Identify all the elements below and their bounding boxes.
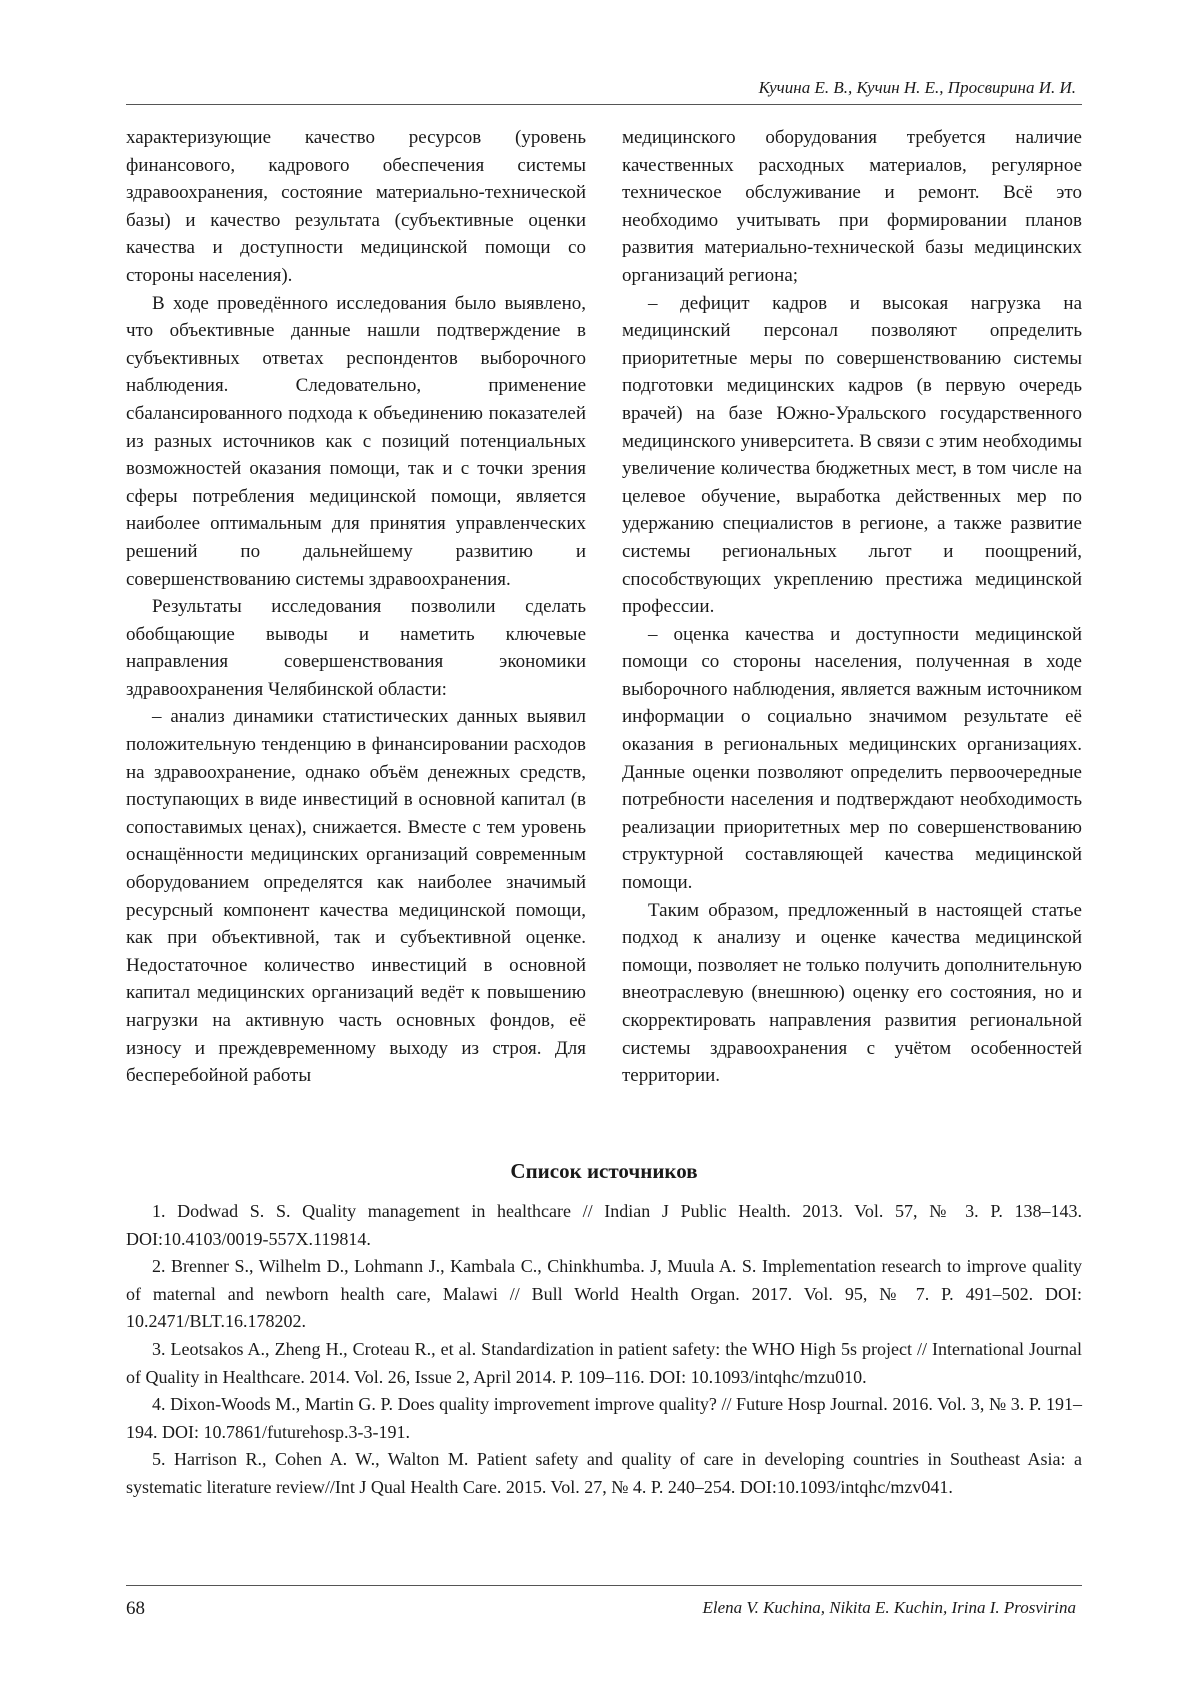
paragraph: – анализ динамики статистических данных выявил положительную тенденцию в финансировании расходов на здравоохранение, однако объём денежных средств, поступающих в виде инвестиций в основной капитал (в сопоставимых ценах), снижается. Вместе с тем уровень оснащённости медицинских организаций современным оборудованием определятся как наиболее значимый ресурсный компонент качества медицинской помощи, как при объективной, так и субъективной оценке. Недостаточное количество инвестиций в основной капитал медицинских организаций ведёт к повышению нагрузки на активную часть основных фондов, её износу и преждевременному выходу из строя. Для бесперебойной работы [126, 706, 586, 1087]
paragraph: Результаты исследования позволили сделать обобщающие выводы и наметить ключевые направления совершенствования экономики здравоохранения Челябинской области: [126, 596, 586, 700]
left-column [126, 124, 586, 1090]
paragraph: – оценка качества и доступности медицинской помощи со стороны населения, полученная в ходе выборочного наблюдения, является важным источником информации о социально значимом результате её оказания в региональных медицинских организациях. Данные оценки позволяют определить первоочередные потребности населения и подтверждают необходимость реализации приоритетных мер по совершенствованию структурной составляющей качества медицинской помощи. [622, 623, 1082, 894]
reference-item: 4. Dixon-Woods M., Martin G. P. Does quality improvement improve quality? // Future Hosp Journal. 2016. Vol. 3, № 3. P. 191–194. DOI: 10.7861/futurehosp.3-3-191. [126, 1394, 1082, 1442]
reference-item: 1. Dodwad S. S. Quality management in healthcare // Indian J Public Health. 2013. Vol. 57, № 3. P. 138–143. DOI:10.4103/0019-557X.119814. [126, 1201, 1082, 1249]
reference-item: 2. Brenner S., Wilhelm D., Lohmann J., Kambala C., Chinkhumba. J, Muula A. S. Implementation research to improve quality of maternal and newborn health care, Malawi // Bull World Health Organ. 2017. Vol. 95, № 7. P. 491–502. DOI: 10.2471/BLT.16.178202. [126, 1256, 1082, 1332]
paragraph: В ходе проведённого исследования было выявлено, что объективные данные нашли подтверждение в субъективных ответах респондентов выборочного наблюдения. Следовательно, применение сбалансированного подхода к объединению показателей из разных источников как с позиций потенциальных возможностей оказания помощи, так и с точки зрения сферы потребления медицинской помощи, является наиболее оптимальным для принятия управленческих решений по дальнейшему развитию и совершенствованию системы здравоохранения. [126, 292, 586, 590]
right-column [622, 124, 1082, 1090]
footer-authors: Elena V. Kuchina, Nikita E. Kuchin, Irina I. Prosvirina [702, 1598, 1076, 1617]
reference-item: 3. Leotsakos A., Zheng H., Croteau R., et al. Standardization in patient safety: the WHO High 5s project // International Journal of Quality in Healthcare. 2014. Vol. 26, Issue 2, April 2014. P. 109–116. DOI: 10.1093/intqhc/mzu010. [126, 1338, 1082, 1387]
running-footer [126, 1585, 1082, 1619]
reference-item: 5. Harrison R., Cohen A. W., Walton M. Patient safety and quality of care in developing countries in Southeast Asia: a systematic literature review//Int J Qual Health Care. 2015. Vol. 27, № 4. P. 240–254. DOI:10.1093/intqhc/mzv041. [126, 1449, 1082, 1497]
references-title: Список источников [510, 1159, 698, 1183]
running-header [126, 78, 1082, 105]
references-list [126, 1198, 1082, 1502]
paragraph: – дефицит кадров и высокая нагрузка на медицинский персонал позволяют определить приоритетные меры по совершенствованию системы подготовки медицинских кадров (в первую очередь врачей) на базе Южно-Уральского государственного медицинского университета. В связи с этим необходимы увеличение количества бюджетных мест, в том числе на целевое обучение, выработка действенных мер по удержанию специалистов в регионе, а также развитие системы региональных льгот и поощрений, способствующих укреплению престижа медицинской профессии. [622, 292, 1082, 618]
paragraph: медицинского оборудования требуется наличие качественных расходных материалов, регулярное техническое обслуживание и ремонт. Всё это необходимо учитывать при формировании планов развития материально-технической базы медицинских организаций региона; [622, 127, 1082, 286]
paragraph: характеризующие качество ресурсов (уровень финансового, кадрового обеспечения системы здравоохранения, состояние материально-технической базы) и качество результата (субъективные оценки качества и доступности медицинской помощи со стороны населения). [126, 127, 586, 286]
page-number: 68 [126, 1598, 145, 1619]
header-authors: Кучина Е. В., Кучин Н. Е., Просвирина И. И. [758, 78, 1076, 97]
paragraph: Таким образом, предложенный в настоящей статье подход к анализу и оценке качества медицинской помощи, позволяет не только получить дополнительную внеотраслевую (внешнюю) оценку его состояния, но и скорректировать направления развития региональной системы здравоохранения с учётом особенностей территории. [622, 899, 1082, 1087]
